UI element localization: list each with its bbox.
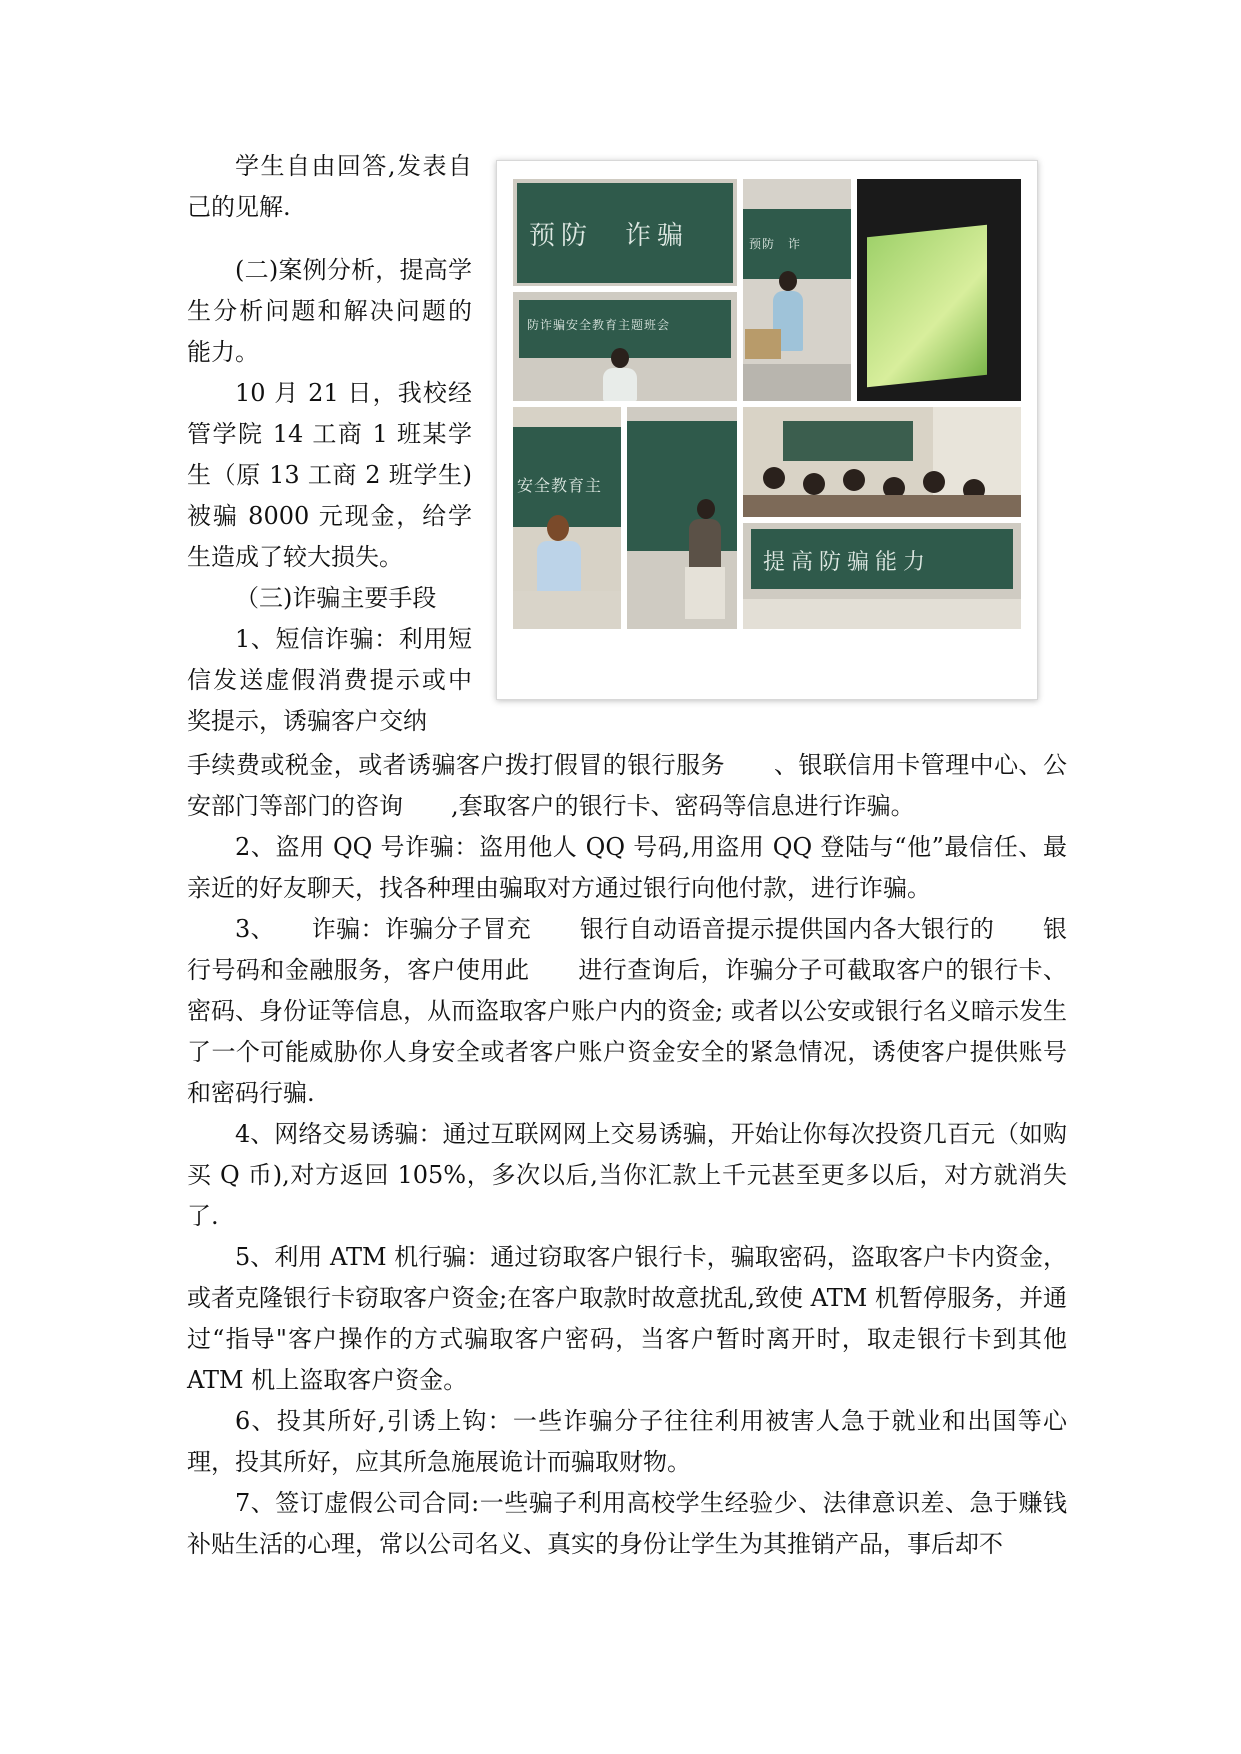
paragraph: 2、盗用 QQ 号诈骗：盗用他人 QQ 号码,用盗用 QQ 登陆与“他”最信任、最亲近的好友聊天，找各种理由骗取对方通过银行向他付款，进行诈骗。 <box>187 833 1067 902</box>
photo-student-speaker <box>513 292 737 401</box>
paragraph: 5、利用 ATM 机行骗：通过窃取客户银行卡，骗取密码，盗取客户卡内资金，或者克隆银行卡窃取客户资金;在客户取款时故意扰乱,致使 ATM 机暂停服务，并通过“指导"客户操作的方式骗取客户密码，当客户暂时离开时，取走银行卡到其他 ATM 机上盗取客户资金。 <box>187 1243 1067 1394</box>
left-text-column <box>187 146 472 742</box>
photo-male-speaker <box>627 407 737 629</box>
paragraph: 4、网络交易诱骗：通过互联网网上交易诱骗，开始让你每次投资几百元（如购买 Q 币),对方返回 105%，多次以后,当你汇款上千元甚至更多以后，对方就消失了. <box>187 1120 1067 1230</box>
chalk-text: 预防 诈骗 <box>529 221 690 251</box>
paragraph: 7、签订虚假公司合同:一些骗子利用高校学生经验少、法律意识差、急于赚钱补贴生活的心理，常以公司名义、真实的身份让学生为其推销产品，事后却不 <box>187 1489 1067 1558</box>
paragraph: 手续费或税金，或者诱骗客户拨打假冒的银行服务 、银联信用卡管理中心、公安部门等部门的咨询 ,套取客户的银行卡、密码等信息进行诈骗。 <box>187 751 1067 820</box>
chalk-text: 预防 诈 <box>749 237 802 251</box>
paragraph: 1、短信诈骗：利用短信发送虚假消费提示或中奖提示，诱骗客户交纳 <box>187 625 472 735</box>
photo-board-slogan <box>743 523 1021 629</box>
section-heading-case-analysis: (二)案例分析，提高学生分析问题和解决问题的能力。 <box>187 256 472 366</box>
photo-projector-slide <box>857 179 1021 401</box>
photo-classroom-audience <box>743 407 1021 517</box>
section-heading-fraud-methods: （三)诈骗主要手段 <box>235 584 437 612</box>
paragraph: 10 月 21 日，我校经管学院 14 工商 1 班某学生（原 13 工商 2 班学生) 被骗 8000 元现金，给学生造成了较大损失。 <box>187 379 472 571</box>
photo-board-title <box>513 179 737 286</box>
chalk-text: 防诈骗安全教育主题班会 <box>527 318 671 332</box>
full-width-text <box>187 745 1067 1565</box>
paragraph: 学生自由回答,发表自己的见解. <box>187 152 472 221</box>
photo-teacher-podium <box>743 179 851 401</box>
photo-female-speaker <box>513 407 621 629</box>
photo-collage <box>496 160 1038 700</box>
chalk-text: 安全教育主 <box>517 476 603 495</box>
paragraph: 6、投其所好,引诱上钩：一些诈骗分子往往利用被害人急于就业和出国等心理，投其所好，应其所急施展诡计而骗取财物。 <box>187 1407 1067 1476</box>
chalk-text: 提高防骗能力 <box>763 550 932 575</box>
paragraph: 3、 诈骗：诈骗分子冒充 银行自动语音提示提供国内各大银行的 银行号码和金融服务，客户使用此 进行查询后，诈骗分子可截取客户的银行卡、密码、身份证等信息，从而盗取客户账户内的资金; 或者以公安或银行名义暗示发生了一个可能威胁你人身安全或者客户账户资金安全的紧急情况，诱使客户提供账号和密码行骗. <box>187 915 1067 1107</box>
